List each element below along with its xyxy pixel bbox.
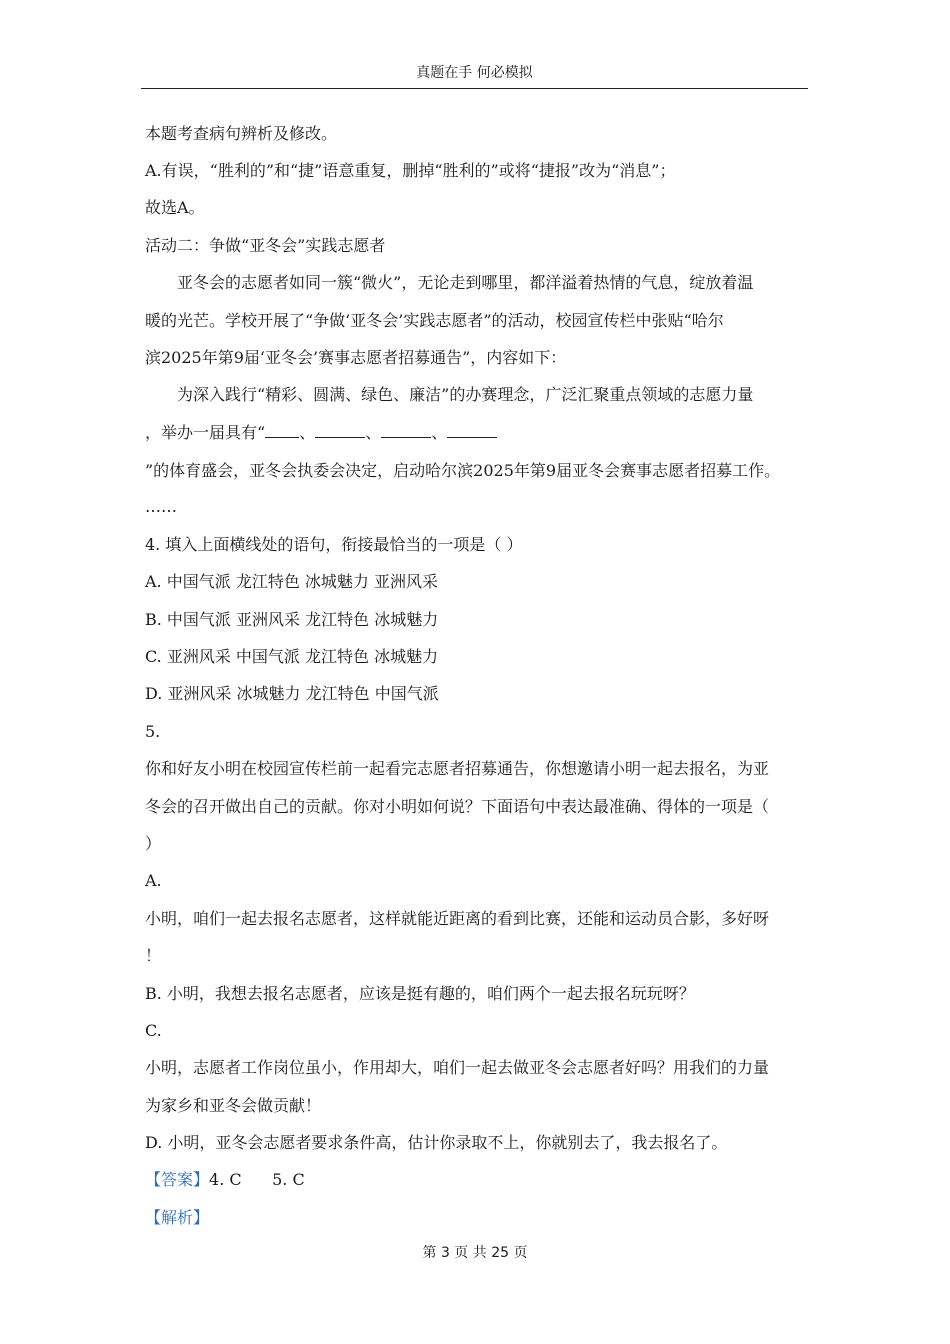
option-a-label: A. — [145, 871, 162, 890]
text-line: ”的体育盛会，亚冬会执委会决定，启动哈尔滨2025年第9届亚冬会赛事志愿者招募工作。 — [145, 461, 781, 480]
fill-blank-line — [145, 423, 497, 443]
text-line: 滨2025年第9届‘亚冬会’赛事志愿者招募通告”，内容如下： — [145, 348, 567, 367]
answer-line — [145, 1170, 305, 1190]
answer-tag: 【答案】 — [145, 1170, 210, 1189]
question-5-text: 你和好友小明在校园宣传栏前一起看完志愿者招募通告，你想邀请小明一起去报名，为亚 — [145, 759, 770, 778]
blank-3 — [381, 423, 431, 438]
analysis-tag — [145, 1208, 209, 1228]
question-5-text: ） — [145, 834, 162, 853]
option-c-label: C. — [145, 1021, 162, 1040]
option-c: 小明，志愿者工作岗位虽小，作用却大，咱们一起去做亚冬会志愿者好吗？用我们的力量 — [145, 1058, 770, 1077]
option-d: D. 小明，亚冬会志愿者要求条件高，估计你录取不上，你就别去了，我去报名了。 — [145, 1133, 728, 1152]
blank-2 — [315, 423, 365, 438]
answer-text: 4. C 5. C — [209, 1170, 305, 1189]
analysis-label: 【解析】 — [145, 1208, 210, 1227]
option-a: A. 中国气派 龙江特色 冰城魅力 亚洲风采 — [145, 572, 438, 591]
text-line: 本题考查病句辨析及修改。 — [145, 124, 338, 143]
question-5-number: 5. — [145, 722, 161, 741]
option-a: ！ — [145, 946, 162, 965]
text-fragment: ，举办一届具有“ — [145, 423, 266, 442]
page-header: 真题在手 何必模拟 — [416, 65, 533, 81]
text-line: A.有误，“胜利的”和“捷”语意重复，删掉“胜利的”或将“捷报”改为“消息”； — [145, 161, 676, 180]
question-4: 4. 填入上面横线处的语句，衔接最恰当的一项是（ ） — [145, 535, 523, 554]
page-footer: 第 3 页 共 25 页 — [422, 1245, 528, 1261]
text-line: 暖的光芒。学校开展了“争做‘亚冬会’实践志愿者”的活动，校园宣传栏中张贴“哈尔 — [145, 311, 724, 330]
header-divider — [141, 88, 808, 89]
ellipsis: …… — [145, 497, 177, 516]
text-line: 故选A。 — [145, 198, 205, 217]
option-d: D. 亚洲风采 冰城魅力 龙江特色 中国气派 — [145, 684, 439, 703]
option-a: 小明，咱们一起去报名志愿者，这样就能近距离的看到比赛，还能和运动员合影，多好呀 — [145, 909, 770, 928]
option-c: C. 亚洲风采 中国气派 龙江特色 冰城魅力 — [145, 647, 439, 666]
blank-4 — [447, 423, 497, 438]
question-5-text: 冬会的召开做出自己的贡献。你对小明如何说？下面语句中表达最准确、得体的一项是（ — [145, 797, 770, 816]
text-line: 为深入践行“精彩、圆满、绿色、廉洁”的办赛理念，广泛汇聚重点领域的志愿力量 — [177, 385, 754, 404]
separator: 、 — [431, 423, 448, 442]
section-heading: 活动二：争做“亚冬会”实践志愿者 — [145, 236, 386, 255]
separator: 、 — [365, 423, 382, 442]
option-c: 为家乡和亚冬会做贡献！ — [145, 1096, 322, 1115]
option-b: B. 中国气派 亚洲风采 龙江特色 冰城魅力 — [145, 610, 439, 629]
option-b: B. 小明，我想去报名志愿者，应该是挺有趣的，咱们两个一起去报名玩玩呀？ — [145, 984, 695, 1003]
separator: 、 — [299, 423, 316, 442]
text-line: 亚冬会的志愿者如同一簇“微火”，无论走到哪里，都洋溢着热情的气息，绽放着温 — [177, 273, 754, 292]
blank-1 — [265, 423, 299, 438]
